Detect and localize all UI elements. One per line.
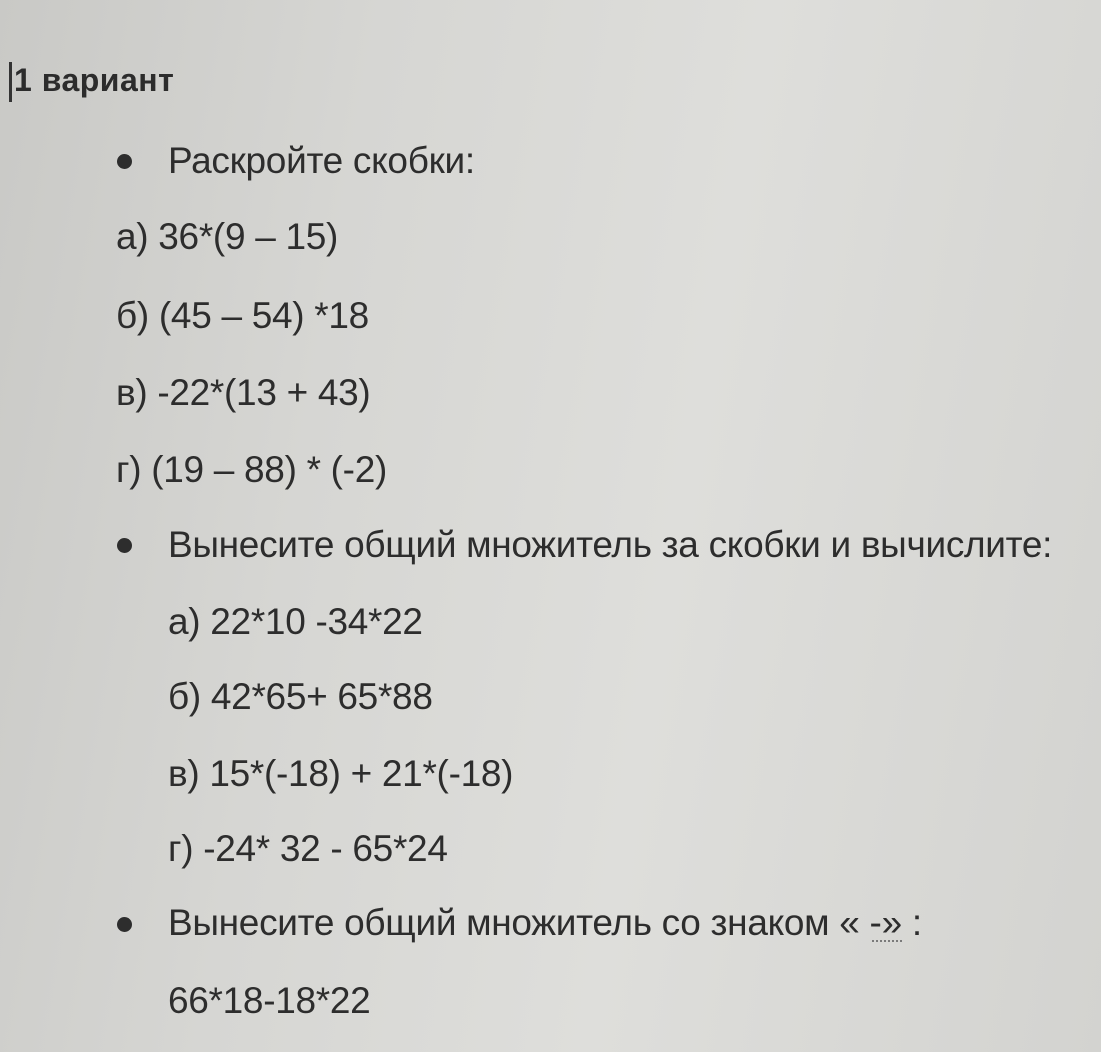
section2-item-a: а) 22*10 -34*22 — [168, 601, 423, 642]
section1-heading: Раскройте скобки: — [168, 140, 475, 181]
bullet-icon — [117, 154, 132, 169]
variant-title: 1 вариант — [14, 62, 175, 98]
section1-item-b: б) (45 – 54) *18 — [116, 295, 369, 336]
text-cursor — [9, 62, 12, 102]
section3-heading: Вынесите общий множитель со знаком « -» : — [168, 902, 922, 943]
section1-item-g: г) (19 – 88) * (-2) — [116, 449, 387, 490]
section2-item-g: г) -24* 32 - 65*24 — [168, 828, 448, 869]
spellcheck-squiggle — [872, 934, 902, 942]
section2-item-v: в) 15*(-18) + 21*(-18) — [168, 753, 514, 794]
bullet-icon — [117, 538, 132, 553]
section1-item-a: а) 36*(9 – 15) — [116, 216, 339, 257]
section1-item-v: в) -22*(13 + 43) — [116, 372, 371, 413]
section3-item: 66*18-18*22 — [168, 980, 371, 1021]
section2-heading: Вынесите общий множитель за скобки и вычислите: — [168, 524, 1053, 565]
bullet-icon — [117, 917, 132, 932]
section2-item-b: б) 42*65+ 65*88 — [168, 676, 433, 717]
